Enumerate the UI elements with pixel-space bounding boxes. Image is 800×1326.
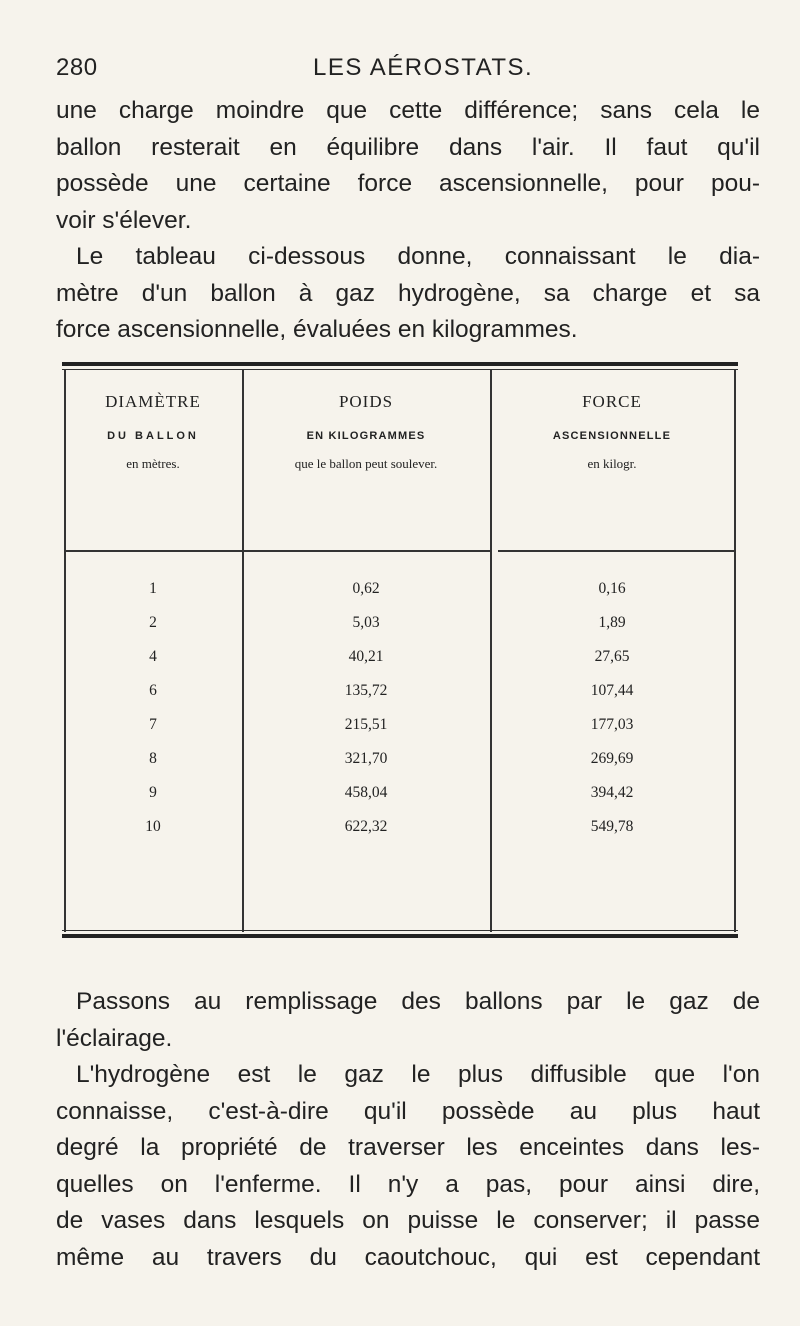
- text-line: une charge moindre que cette différence; sans cela le: [56, 97, 760, 124]
- table-bottom-rule-thin: [62, 930, 738, 931]
- header-sub: DU BALLON: [107, 430, 199, 442]
- table-cell: 2: [149, 614, 157, 631]
- table-cell: 269,69: [590, 750, 634, 767]
- column-poids: [242, 572, 490, 844]
- header-main: POIDS: [338, 392, 394, 411]
- balloon-table: [62, 362, 738, 942]
- text-line: Passons au remplissage des ballons par le gaz de: [76, 988, 760, 1015]
- text-line: de vases dans lesquels on puisse le conserver; il passe: [56, 1207, 760, 1234]
- table-cell: 4: [149, 648, 157, 665]
- header-note: en mètres.: [126, 456, 180, 471]
- table-cell: 394,42: [590, 784, 634, 801]
- page-number: 280: [56, 54, 98, 81]
- table-cell: 8: [149, 750, 157, 767]
- text-line: ballon resterait en équilibre dans l'air. Il faut qu'il: [56, 133, 760, 161]
- text-line: l'éclairage.: [56, 1024, 173, 1052]
- table-cell: 0,62: [352, 580, 380, 597]
- text-line: connaisse, c'est-à-dire qu'il possède au plus haut: [56, 1097, 760, 1125]
- table-cell: 0,16: [598, 580, 626, 597]
- table-cell: 1: [149, 580, 157, 597]
- table-cell: 622,32: [344, 818, 388, 835]
- table-cell: 9: [149, 784, 157, 801]
- header-note: que le ballon peut soulever.: [294, 456, 438, 471]
- table-top-rule-thin: [62, 369, 738, 370]
- column-header-diametre: [64, 392, 242, 472]
- running-title: LES AÉROSTATS.: [313, 54, 534, 81]
- table-cell: 7: [149, 716, 157, 733]
- column-force: [490, 572, 734, 844]
- header-sub: EN KILOGRAMMES: [306, 430, 426, 442]
- table-cell: 1,89: [598, 614, 626, 631]
- running-header: [56, 54, 756, 94]
- header-note: en kilogr.: [587, 456, 637, 471]
- header-main: DIAMÈTRE: [105, 392, 201, 411]
- header-sub: ASCENSIONNELLE: [552, 430, 672, 442]
- table-bottom-rule: [62, 934, 738, 938]
- table-cell: 135,72: [344, 682, 388, 699]
- table-cell: 6: [149, 682, 157, 699]
- paragraph-continued: [56, 984, 760, 1276]
- text-line: voir s'élever.: [56, 206, 192, 234]
- table-cell: 5,03: [352, 614, 380, 631]
- table-cell: 458,04: [344, 784, 388, 801]
- header-separator: [242, 550, 490, 552]
- paragraph-intro: [56, 93, 760, 349]
- column-diametre: [64, 572, 242, 844]
- text-line: Le tableau ci-dessous donne, connaissant le dia-: [76, 243, 760, 270]
- table-cell: 549,78: [590, 818, 634, 835]
- table-cell: 177,03: [590, 716, 634, 733]
- column-header-force: [490, 392, 734, 472]
- text-line: quelles on l'enferme. Il n'y a pas, pour ainsi dire,: [56, 1170, 760, 1198]
- text-line: L'hydrogène est le gaz le plus diffusible que l'on: [76, 1061, 760, 1088]
- text-line: possède une certaine force ascensionnelle, pour pou-: [56, 170, 760, 197]
- table-border-right: [734, 370, 736, 932]
- text-line: degré la propriété de traverser les enceintes dans les-: [56, 1134, 760, 1161]
- table-cell: 215,51: [344, 716, 388, 733]
- text-line: même au travers du caoutchouc, qui est cependant: [56, 1243, 760, 1271]
- header-separator: [498, 550, 734, 552]
- table-cell: 27,65: [594, 648, 630, 665]
- table-cell: 10: [145, 818, 161, 835]
- table-cell: 107,44: [590, 682, 634, 699]
- table-cell: 40,21: [348, 648, 384, 665]
- header-main: FORCE: [582, 392, 642, 411]
- header-separator: [64, 550, 242, 552]
- text-line: force ascensionnelle, évaluées en kilogrammes.: [56, 316, 578, 343]
- table-cell: 321,70: [344, 750, 388, 767]
- text-line: mètre d'un ballon à gaz hydrogène, sa charge et sa: [56, 279, 760, 307]
- table-top-rule: [62, 362, 738, 366]
- column-header-poids: [242, 392, 490, 472]
